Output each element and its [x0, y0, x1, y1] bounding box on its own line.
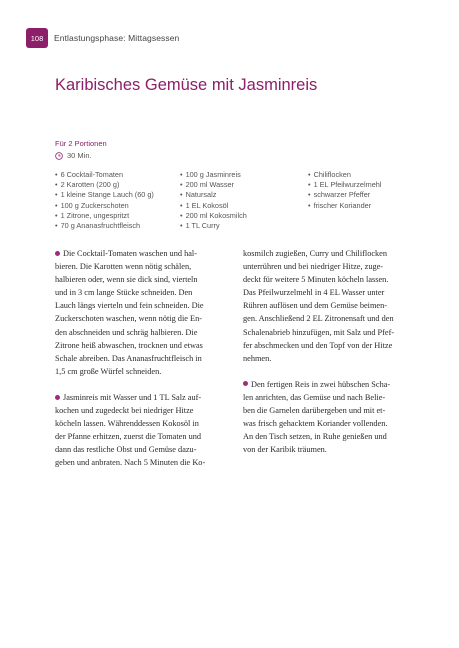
instruction-line-text: was frisch gehacktem Koriander vollenden. [243, 419, 388, 429]
instruction-line-text: den abschneiden und schräg halbieren. Die [55, 327, 198, 337]
instruction-line-text: Rühren auflösen und dem Gemüse beimen- [243, 301, 388, 311]
bullet-icon: • [55, 200, 58, 210]
step-dot-icon [55, 251, 60, 256]
step-dot-icon [55, 395, 60, 400]
instruction-paragraph [55, 247, 231, 378]
ingredient-item [308, 170, 381, 180]
bullet-icon: • [180, 200, 183, 210]
instruction-line [243, 404, 419, 417]
bullet-icon: • [180, 170, 183, 179]
bullet-icon: • [180, 221, 183, 231]
ingredient-text: frischer Koriander [313, 200, 372, 210]
instruction-line [243, 378, 419, 391]
ingredient-item [55, 180, 154, 190]
instruction-line-text: kosmilch zugießen, Curry und Chiliflocken [243, 249, 388, 258]
instruction-line-text: Das Pfeilwurzelmehl in 4 EL Wasser unter [243, 288, 385, 298]
clock-icon [55, 152, 63, 160]
ingredient-item [55, 190, 154, 200]
instruction-line-text: len anrichten, das Gemüse und nach Belie- [243, 392, 386, 402]
instruction-line-text: Schalenabrieb hinzufügen, mit Salz und Pfef- [243, 327, 395, 337]
instruction-line-text: von der Karibik träumen. [243, 445, 327, 455]
instruction-line [243, 273, 419, 286]
instruction-line [55, 417, 231, 430]
ingredient-item [308, 180, 381, 190]
bullet-icon: • [308, 180, 311, 190]
step-dot-icon [243, 381, 248, 386]
instruction-line-text: fer abschmecken und den Topf von der Hitze [243, 340, 393, 350]
instruction-line [243, 417, 419, 430]
instruction-line-text: dann das restliche Obst und Gemüse dazu- [55, 445, 197, 455]
instruction-line-text: Zitrone heiß abwaschen, trocknen und etwas [55, 340, 203, 350]
ingredient-item [180, 211, 247, 221]
instruction-line-text: deckt für weitere 5 Minuten köcheln lassen. [243, 275, 389, 285]
ingredient-item [308, 201, 381, 211]
instruction-line [243, 352, 419, 365]
ingredient-text: 1 Zitrone, ungespritzt [60, 210, 130, 220]
instruction-line [55, 299, 231, 312]
instruction-line [243, 299, 419, 312]
instruction-line-text: bieren. Die Karotten wenn nötig schälen, [55, 262, 192, 272]
page-number-badge: 108 [26, 28, 48, 48]
instruction-paragraph [243, 247, 419, 365]
ingredient-text: Chiliflocken [313, 170, 351, 179]
ingredients-column-3 [308, 170, 381, 211]
instruction-line [55, 365, 231, 378]
ingredient-text: 100 g Jasminreis [185, 170, 241, 179]
instruction-line [55, 312, 231, 325]
bullet-icon: • [55, 190, 58, 200]
instruction-line [55, 456, 231, 469]
instruction-line [55, 260, 231, 273]
instruction-line-text: 1,5 cm große Würfel schneiden. [55, 366, 162, 376]
instruction-line [55, 286, 231, 299]
instruction-line [55, 326, 231, 339]
instruction-line-text: nehmen. [243, 353, 272, 363]
instructions-right-column [243, 247, 419, 469]
instruction-line-text: Zuckerschoten waschen, wenn nötig die En- [55, 314, 202, 324]
ingredient-item [180, 180, 247, 190]
bullet-icon: • [180, 190, 183, 200]
ingredient-text: 1 EL Pfeilwurzelmehl [313, 180, 382, 190]
instruction-line-text: An den Tisch setzen, in Ruhe genießen und [243, 432, 387, 442]
instruction-line-text: Lauch längs vierteln und fein schneiden. Die [55, 301, 204, 311]
instruction-line-text: Die Cocktail-Tomaten waschen und hal- [63, 249, 197, 258]
instruction-line [243, 247, 419, 260]
instruction-line-text: geben und anbraten. Nach 5 Minuten die Ko- [55, 458, 206, 468]
ingredient-text: 1 EL Kokosöl [185, 200, 229, 210]
ingredient-text: 2 Karotten (200 g) [60, 180, 120, 190]
ingredients-column-2 [180, 170, 247, 231]
instruction-line [243, 286, 419, 299]
instruction-line [243, 260, 419, 273]
instruction-line-text: der Pfanne erhitzen, zuerst die Tomaten und [55, 432, 202, 442]
prep-time-value: 30 Min. [67, 151, 92, 160]
ingredient-item [55, 170, 154, 180]
ingredient-text: 200 ml Kokosmilch [185, 210, 247, 220]
instruction-line [55, 391, 231, 404]
bullet-icon: • [308, 190, 311, 200]
ingredient-text: Natursalz [185, 190, 217, 200]
bullet-icon: • [308, 200, 311, 210]
bullet-icon: • [308, 170, 311, 179]
instruction-line [55, 404, 231, 417]
bullet-icon: • [180, 210, 183, 220]
instruction-line [55, 273, 231, 286]
instruction-line [55, 443, 231, 456]
instruction-line-text: gen. Anschließend 2 EL Zitronensaft und den [243, 314, 394, 324]
running-title: Entlastungsphase: Mittagsessen [54, 33, 180, 43]
ingredient-text: 1 TL Curry [185, 221, 220, 231]
bullet-icon: • [55, 180, 58, 190]
ingredient-text: 70 g Ananasfruchtfleisch [60, 221, 141, 231]
bullet-icon: • [55, 210, 58, 220]
instruction-line-text: köcheln lassen. Währenddessen Kokosöl in [55, 419, 199, 429]
ingredient-text: 200 ml Wasser [185, 180, 234, 190]
ingredient-item [55, 201, 154, 211]
ingredient-item [180, 221, 247, 231]
instruction-line-text: Schale abreiben. Das Ananasfruchtfleisch in [55, 353, 202, 363]
bullet-icon: • [55, 221, 58, 231]
ingredient-item [180, 190, 247, 200]
instruction-line-text: unterrühren und bei niedriger Hitze, zuge- [243, 262, 384, 272]
instruction-line-text: und in 3 cm lange Stücke schneiden. Den [55, 288, 193, 298]
instruction-paragraph [243, 378, 419, 457]
instruction-line-text: kochen und zugedeckt bei niedriger Hitze [55, 406, 194, 416]
prep-time [55, 151, 92, 160]
recipe-title: Karibisches Gemüse mit Jasminreis [55, 76, 318, 94]
instruction-line-text: Den fertigen Reis in zwei hübschen Scha- [251, 379, 391, 389]
instruction-line-text: halbieren oder, wenn sie dick sind, vierteln [55, 275, 198, 285]
instruction-line [55, 352, 231, 365]
instruction-line [243, 312, 419, 325]
bullet-icon: • [55, 170, 58, 179]
instruction-line-text: ben die Garnelen darübergeben und mit et- [243, 406, 386, 416]
portions-label: Für 2 Portionen [55, 139, 107, 148]
instructions-left-column [55, 247, 231, 483]
ingredient-item [55, 211, 154, 221]
ingredient-item [180, 201, 247, 211]
instruction-paragraph [55, 391, 231, 470]
instruction-line [55, 339, 231, 352]
ingredient-text: 100 g Zuckerschoten [60, 200, 129, 210]
page-header [26, 28, 179, 48]
instruction-line-text: Jasminreis mit Wasser und 1 TL Salz auf- [63, 392, 202, 402]
instruction-line [55, 430, 231, 443]
ingredient-text: 6 Cocktail-Tomaten [60, 170, 124, 179]
ingredient-text: 1 kleine Stange Lauch (60 g) [60, 190, 154, 200]
instruction-line [243, 430, 419, 443]
instruction-line [243, 339, 419, 352]
ingredient-item [55, 221, 154, 231]
bullet-icon: • [180, 180, 183, 190]
instruction-line [243, 443, 419, 456]
instruction-line [55, 247, 231, 260]
ingredients-column-1 [55, 170, 154, 231]
ingredient-text: schwarzer Pfeffer [313, 190, 371, 200]
ingredient-item [308, 190, 381, 200]
instruction-line [243, 391, 419, 404]
instruction-line [243, 326, 419, 339]
ingredient-item [180, 170, 247, 180]
